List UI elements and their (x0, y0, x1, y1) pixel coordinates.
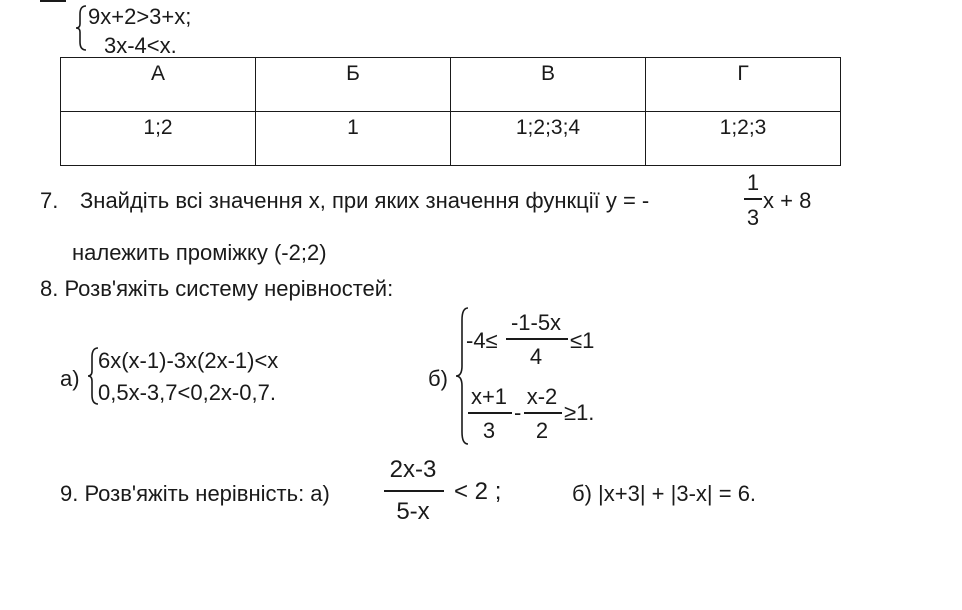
task8-b-line2-bar2 (524, 412, 562, 414)
table-row (61, 112, 841, 166)
task9-b: б) |x+3| + |3-x| = 6. (572, 481, 757, 506)
table-cell: 1;2;3;4 (451, 112, 646, 166)
task8-a-line1: 6x(x-1)-3x(2x-1)<x (98, 348, 279, 373)
answer-table (60, 57, 841, 166)
task7-text: Знайдіть всі значення х, при яких значення функції y = - (80, 188, 650, 213)
prev-system-line1: 9x+2>3+x; (88, 4, 192, 29)
table-header-a: А (61, 58, 256, 112)
task8-b-line2-minus: - (514, 400, 522, 425)
task8-title: 8. Розв'яжіть систему нерівностей: (40, 276, 394, 301)
task8-a-line2: 0,5x-3,7<0,2x-0,7. (98, 380, 276, 405)
task7-after: x + 8 (763, 188, 812, 213)
table-header-g: Г (646, 58, 841, 112)
task8-b-line1-bar (506, 338, 568, 340)
task8-b-line2-den1: 3 (482, 418, 496, 443)
task8-b-line2-bar1 (468, 412, 512, 414)
task8-b-line1-den: 4 (529, 344, 543, 369)
task7-number: 7. (40, 188, 59, 213)
task9-frac-bar (384, 490, 444, 492)
table-cell: 1;2 (61, 112, 256, 166)
task8-b-line1-num: -1-5x (510, 310, 562, 335)
task7-frac-bar (744, 198, 762, 200)
task8-b-label: б) (428, 366, 448, 391)
table-header-v: В (451, 58, 646, 112)
task9-frac-den: 5-x (396, 498, 430, 525)
task8-b-line2-right: ≥1. (564, 400, 595, 425)
task8-b-line1-right: ≤1 (570, 328, 595, 353)
table-row (61, 58, 841, 112)
task8-b-line2-num1: x+1 (470, 384, 508, 409)
task8-b-line2-den2: 2 (535, 418, 549, 443)
task7-frac-num: 1 (746, 170, 760, 195)
top-corner-mark (40, 0, 66, 2)
task7-line2: належить проміжку (-2;2) (72, 240, 327, 265)
prev-system-line2: 3x-4<x. (104, 33, 177, 58)
table-cell: 1;2;3 (646, 112, 841, 166)
task8-b-line2-num2: x-2 (526, 384, 558, 409)
table-cell: 1 (256, 112, 451, 166)
task8-b-line1-left: -4≤ (466, 328, 498, 353)
task9-frac-num: 2x-3 (389, 456, 437, 483)
task7-frac-den: 3 (746, 205, 760, 230)
prev-system-brace (74, 4, 88, 52)
task9-text: 9. Розв'яжіть нерівність: а) (60, 481, 330, 506)
task8-a-label: а) (60, 366, 80, 391)
task9-after: < 2 ; (454, 478, 502, 505)
table-header-b: Б (256, 58, 451, 112)
